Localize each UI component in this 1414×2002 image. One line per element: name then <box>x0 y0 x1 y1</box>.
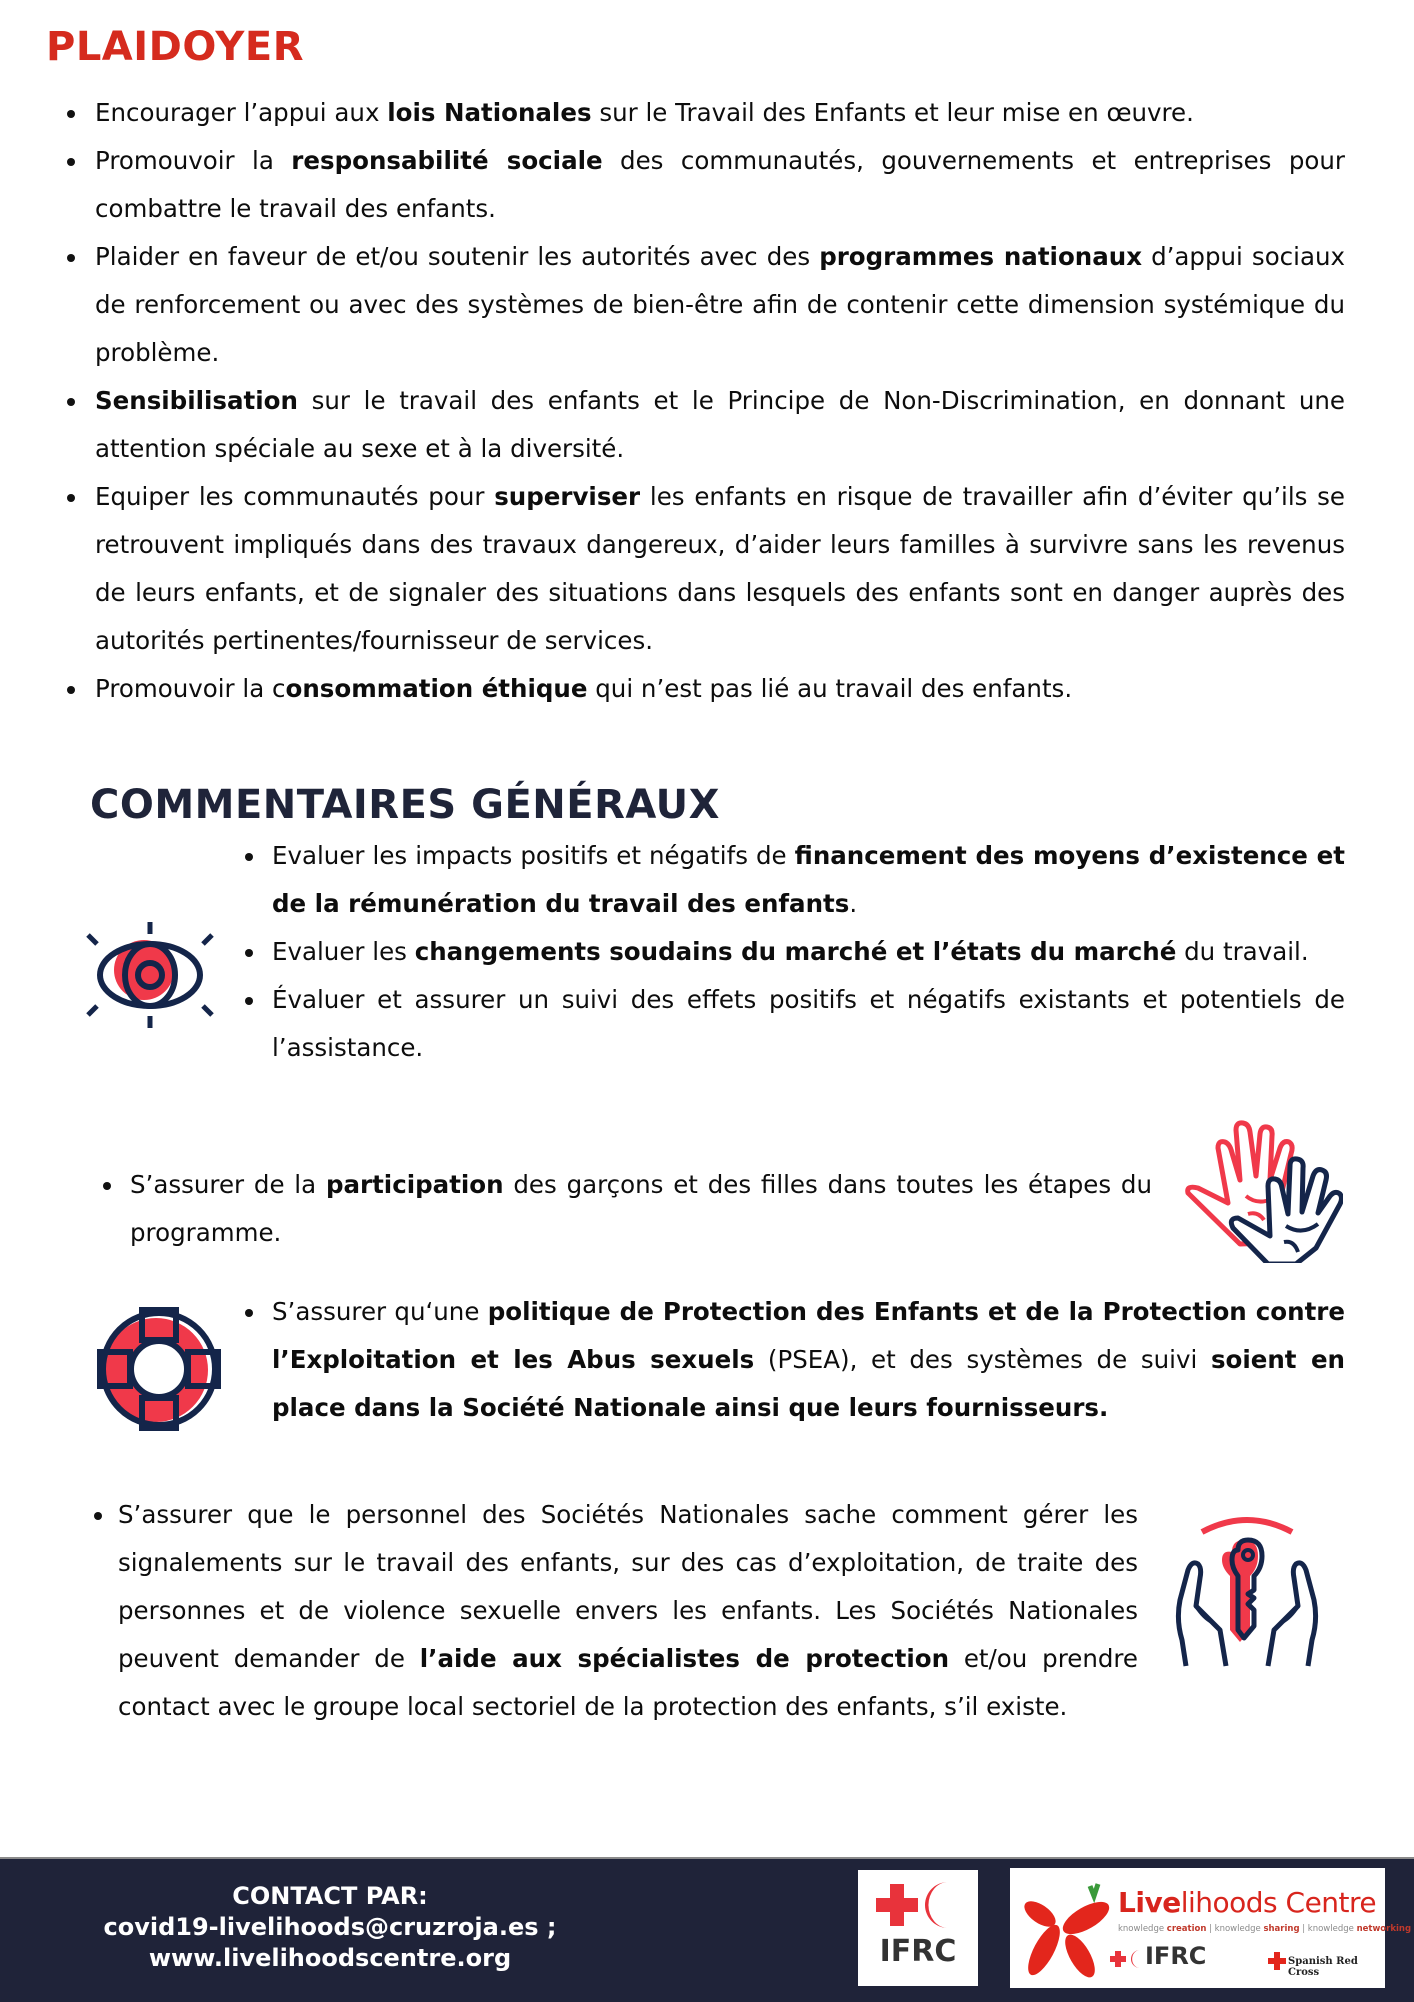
commentaires-group3-list <box>272 1288 1345 1432</box>
bullet-item: Evaluer les changements soudains du marché et l’états du marché du travail. <box>272 928 1345 976</box>
livelihoods-flower-icon <box>1020 1878 1118 1978</box>
commentaires-group2-list <box>130 1161 1152 1257</box>
bullet-item: Encourager l’appui aux lois Nationales sur le Travail des Enfants et leur mise en œuvre. <box>95 89 1345 137</box>
bullet-item: Equiper les communautés pour superviser les enfants en risque de travailler afin d’éviter qu’ils se retrouvent impliqués dans des travaux dangereux, d’aider leurs familles à survivre sans les revenus de leurs enfants, et de signaler des situations dans lesquels des enfants sont en danger auprès des autorités pertinentes/fournisseur de services. <box>95 473 1345 665</box>
ifrc-logo <box>858 1870 978 1986</box>
plaidoyer-list <box>95 89 1345 713</box>
bold-emphasis: responsabilité sociale <box>291 146 603 175</box>
bullet-item: Sensibilisation sur le travail des enfants et le Principe de Non-Discrimination, en donnant une attention spéciale au sexe et à la diversité. <box>95 377 1345 473</box>
bold-emphasis: participation <box>325 1170 504 1199</box>
bold-emphasis: programmes nationaux <box>819 242 1142 271</box>
livelihoods-title-rest: lihoods Centre <box>1180 1886 1377 1919</box>
plaidoyer-heading: PLAIDOYER <box>46 24 305 70</box>
livelihoods-ifrc-text: IFRC <box>1145 1942 1207 1970</box>
contact-label: CONTACT PAR: <box>232 1882 428 1910</box>
commentaires-heading: COMMENTAIRES GÉNÉRAUX <box>90 782 720 828</box>
contact-email-link[interactable]: covid19-livelihoods@cruzroja.es ; <box>103 1913 557 1941</box>
bullet-item: S’assurer de la participation des garçons et des filles dans toutes les étapes du programme. <box>130 1161 1152 1257</box>
bullet-item: Évaluer et assurer un suivi des effets positifs et négatifs existants et potentiels de l’assistance. <box>272 976 1345 1072</box>
bullet-item: S’assurer qu‘une politique de Protection des Enfants et de la Protection contre l’Exploitation et les Abus sexuels (PSEA), et des systèmes de suivi soient en place dans la Société Nationale ainsi que leurs fournisseurs. <box>272 1288 1345 1432</box>
livelihoods-title-bold: Live <box>1118 1886 1181 1919</box>
eye-icon <box>82 918 222 1033</box>
bullet-item: Promouvoir la consommation éthique qui n’est pas lié au travail des enfants. <box>95 665 1345 713</box>
bold-emphasis: creation <box>1166 1924 1207 1934</box>
livelihoods-title <box>1118 1886 1376 1919</box>
bullet-item: Evaluer les impacts positifs et négatifs de financement des moyens d’existence et de la rémunération du travail des enfants. <box>272 832 1345 928</box>
bold-emphasis: sharing <box>1263 1924 1300 1934</box>
livelihoods-centre-logo <box>1010 1868 1412 1988</box>
commentaires-group4-list <box>118 1491 1138 1731</box>
bullet-item: Promouvoir la responsabilité sociale des communautés, gouvernements et entreprises pour combattre le travail des enfants. <box>95 137 1345 233</box>
bold-emphasis: lois Nationales <box>387 98 592 127</box>
bold-emphasis: soient en place dans la Société Nationale ainsi que leurs fournisseurs. <box>272 1345 1345 1422</box>
bullet-item: S’assurer que le personnel des Sociétés Nationales sache comment gérer les signalements sur le travail des enfants, sur des cas d’exploitation, de traite des personnes et de violence sexuelle envers les enfants. Les Sociétés Nationales peuvent demander de l’aide aux spécialistes de protection et/ou prendre contact avec le groupe local sectoriel de la protection des enfants, s’il existe. <box>118 1491 1138 1731</box>
bold-emphasis: networking <box>1356 1924 1412 1934</box>
bullet-item: Plaider en faveur de et/ou soutenir les autorités avec des programmes nationaux d’appui sociaux de renforcement ou avec des systèmes de bien-être afin de contenir cette dimension systémique du problème. <box>95 233 1345 377</box>
bold-emphasis: superviser <box>494 482 641 511</box>
bold-emphasis: Sensibilisation <box>95 386 298 415</box>
bold-emphasis: financement des moyens d’existence et de la rémunération du travail des enfants <box>272 841 1346 918</box>
bold-emphasis: l’aide aux spécialistes de protection <box>419 1644 950 1673</box>
bold-emphasis: politique de Protection des Enfants et de la Protection contre l’Exploitation et les Abus sexuels <box>272 1297 1345 1374</box>
contact-website-link[interactable]: www.livelihoodscentre.org <box>148 1944 512 1972</box>
red-cross-crescent-icon <box>876 1880 960 1930</box>
lifebuoy-icon <box>94 1304 224 1434</box>
bold-emphasis: onsommation éthique <box>285 674 588 703</box>
spanish-red-cross-text: Spanish Red Cross <box>1288 1956 1358 1978</box>
livelihoods-tagline: knowledge creation | knowledge sharing | knowledge networking <box>1118 1924 1412 1934</box>
spanish-red-cross-icon <box>1268 1952 1286 1970</box>
raised-hands-icon <box>1178 1118 1343 1263</box>
small-red-cross-crescent-icon <box>1110 1948 1144 1970</box>
ifrc-logo-text: IFRC <box>879 1934 957 1969</box>
key-in-hands-icon <box>1172 1510 1322 1680</box>
bold-emphasis: changements soudains du marché et l’états du marché <box>414 937 1177 966</box>
contact-block <box>60 1881 600 1974</box>
footer <box>0 1857 1414 2002</box>
commentaires-group1-list <box>272 832 1345 1072</box>
